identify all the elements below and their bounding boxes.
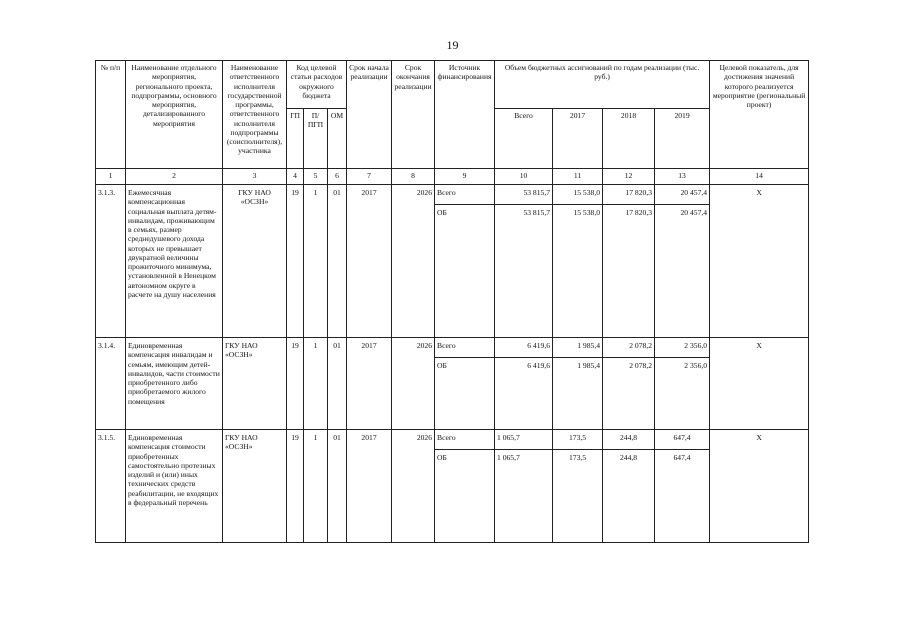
row-id: 3.1.5. bbox=[96, 430, 126, 543]
header-code-group: Код целевой статьи расходов окружного бюджета bbox=[287, 61, 347, 109]
row-start: 2017 bbox=[347, 185, 392, 338]
row-end: 2026 bbox=[392, 185, 435, 338]
row-source: Всего bbox=[435, 338, 495, 358]
row-2018: 244,8 bbox=[603, 450, 655, 543]
header-target: Целевой показатель, для достижения значений которого реализуется мероприятие (региональный проект) bbox=[710, 61, 809, 169]
row-2019: 647,4 bbox=[655, 450, 710, 543]
row-2019: 2 356,0 bbox=[655, 358, 710, 430]
row-end: 2026 bbox=[392, 338, 435, 430]
row-2018: 17 820,3 bbox=[603, 205, 655, 338]
header-code-pgp: П/ПГП bbox=[304, 109, 328, 169]
row-source: Всего bbox=[435, 430, 495, 450]
column-numbers-row bbox=[96, 169, 809, 185]
header-event-name: Наименование отдельного мероприятия, регионального проекта, подпрограммы, основного мероприятия, детализированного мероприятия bbox=[126, 61, 223, 169]
column-number: 2 bbox=[126, 169, 223, 185]
header-source: Источник финансирования bbox=[435, 61, 495, 169]
row-2019: 647,4 bbox=[655, 430, 710, 450]
row-2017: 173,5 bbox=[553, 450, 603, 543]
row-executor: ГКУ НАО «ОСЗН» bbox=[223, 430, 287, 543]
page-number: 19 bbox=[446, 38, 459, 52]
header-code-gp: ГП bbox=[287, 109, 304, 169]
row-code-om: 01 bbox=[328, 185, 347, 338]
row-start: 2017 bbox=[347, 430, 392, 543]
table-row bbox=[96, 338, 809, 358]
row-end: 2026 bbox=[392, 430, 435, 543]
row-total: 1 065,7 bbox=[495, 430, 553, 450]
row-code-pgp: 1 bbox=[304, 185, 328, 338]
row-start: 2017 bbox=[347, 338, 392, 430]
header-number: № п/п bbox=[96, 61, 126, 169]
row-2019: 20 457,4 bbox=[655, 205, 710, 338]
row-code-om: 01 bbox=[328, 338, 347, 430]
table-row bbox=[96, 185, 809, 205]
row-2017: 1 985,4 bbox=[553, 338, 603, 358]
row-2017: 1 985,4 bbox=[553, 358, 603, 430]
row-id: 3.1.3. bbox=[96, 185, 126, 338]
header-volume-group: Объем бюджетных ассигнований по годам реализации (тыс. руб.) bbox=[495, 61, 710, 109]
row-event-name: Ежемесячная компенсационная социальная выплата детям-инвалидам, проживающим в семьях, размер среднедушевого дохода которых не превышает двукратной величины прожиточного минимума, установленной в Ненецком автономном округе в расчете на душу населения bbox=[126, 185, 223, 338]
column-number: 14 bbox=[710, 169, 809, 185]
row-2018: 2 078,2 bbox=[603, 338, 655, 358]
row-code-pgp: 1 bbox=[304, 430, 328, 543]
header-total: Всего bbox=[495, 109, 553, 169]
row-code-om: 01 bbox=[328, 430, 347, 543]
column-number: 8 bbox=[392, 169, 435, 185]
row-code-gp: 19 bbox=[287, 338, 304, 430]
column-number: 3 bbox=[223, 169, 287, 185]
row-code-pgp: 1 bbox=[304, 338, 328, 430]
row-target: Х bbox=[710, 338, 809, 430]
row-total: 53 815,7 bbox=[495, 205, 553, 338]
column-number: 11 bbox=[553, 169, 603, 185]
header-year-2017: 2017 bbox=[553, 109, 603, 169]
table-row bbox=[96, 430, 809, 450]
row-code-gp: 19 bbox=[287, 185, 304, 338]
row-total: 53 815,7 bbox=[495, 185, 553, 205]
row-executor: ГКУ НАО «ОСЗН» bbox=[223, 338, 287, 430]
row-source: Всего bbox=[435, 185, 495, 205]
row-2017: 15 538,0 bbox=[553, 185, 603, 205]
row-source: ОБ bbox=[435, 358, 495, 430]
column-number: 10 bbox=[495, 169, 553, 185]
row-2017: 15 538,0 bbox=[553, 205, 603, 338]
row-2019: 20 457,4 bbox=[655, 185, 710, 205]
column-number: 4 bbox=[287, 169, 304, 185]
row-2019: 2 356,0 bbox=[655, 338, 710, 358]
row-executor: ГКУ НАО «ОСЗН» bbox=[223, 185, 287, 338]
row-total: 1 065,7 bbox=[495, 450, 553, 543]
header-year-2018: 2018 bbox=[603, 109, 655, 169]
row-target: Х bbox=[710, 430, 809, 543]
row-event-name: Единовременная компенсация стоимости приобретенных самостоятельно протезных изделий и (или) иных технических средств реабилитации, не входящих в федеральный перечень bbox=[126, 430, 223, 543]
header-year-2019: 2019 bbox=[655, 109, 710, 169]
row-id: 3.1.4. bbox=[96, 338, 126, 430]
row-2018: 2 078,2 bbox=[603, 358, 655, 430]
row-total: 6 419,6 bbox=[495, 358, 553, 430]
row-event-name: Единовременная компенсация инвалидам и семьям, имеющим детей-инвалидов, части стоимости приобретенного либо приобретаемого жилого помещения bbox=[126, 338, 223, 430]
column-number: 5 bbox=[304, 169, 328, 185]
row-2017: 173,5 bbox=[553, 430, 603, 450]
column-number: 12 bbox=[603, 169, 655, 185]
row-target: Х bbox=[710, 185, 809, 338]
column-number: 7 bbox=[347, 169, 392, 185]
header-executor: Наименование ответственного исполнителя государственной программы, ответственного исполнителя подпрограммы (соисполнителя), участника bbox=[223, 61, 287, 169]
budget-table bbox=[95, 60, 809, 543]
header-start: Срок начала реализации bbox=[347, 61, 392, 169]
header-end: Срок окончания реализации bbox=[392, 61, 435, 169]
row-code-gp: 19 bbox=[287, 430, 304, 543]
column-number: 13 bbox=[655, 169, 710, 185]
header-code-om: ОМ bbox=[328, 109, 347, 169]
row-total: 6 419,6 bbox=[495, 338, 553, 358]
row-2018: 244,8 bbox=[603, 430, 655, 450]
row-source: ОБ bbox=[435, 205, 495, 338]
row-2018: 17 820,3 bbox=[603, 185, 655, 205]
column-number: 6 bbox=[328, 169, 347, 185]
column-number: 1 bbox=[96, 169, 126, 185]
column-number: 9 bbox=[435, 169, 495, 185]
row-source: ОБ bbox=[435, 450, 495, 543]
